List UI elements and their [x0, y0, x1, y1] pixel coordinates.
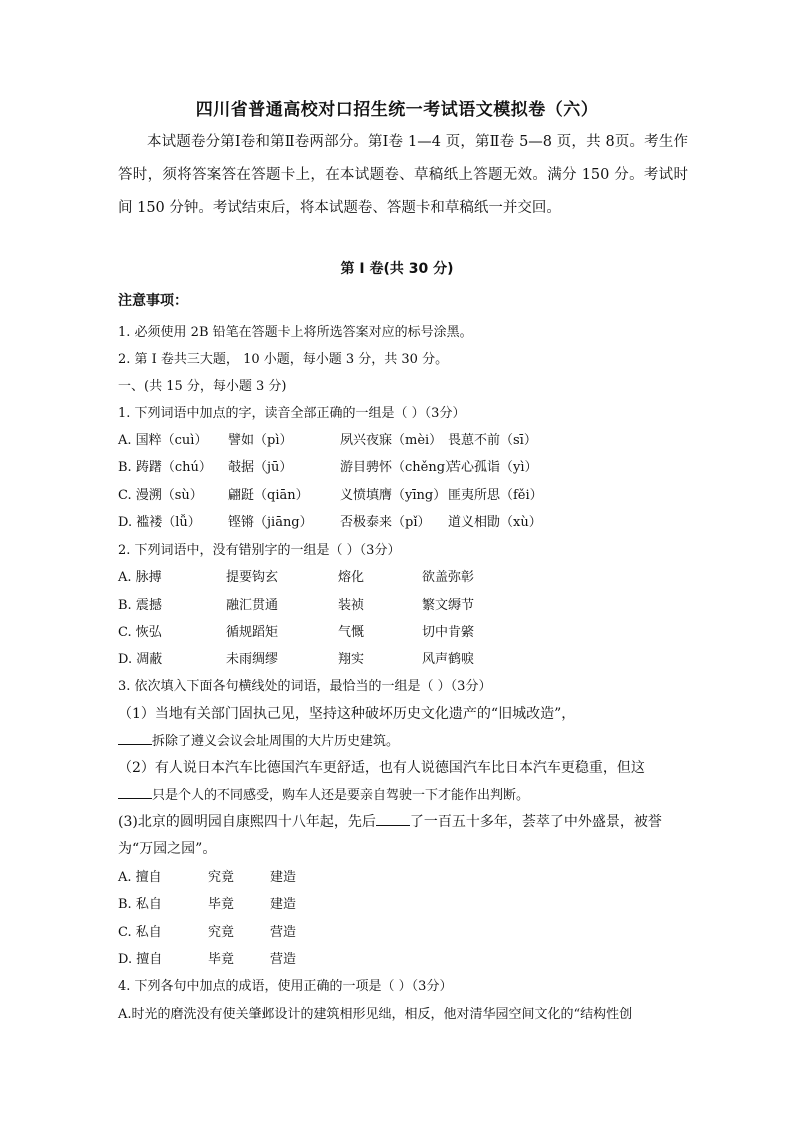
- option-item: 风声鹤唳: [422, 652, 475, 667]
- question-3-sentence-3-cont: 为“万园之园”。: [118, 841, 217, 857]
- fill-blank: [118, 786, 152, 799]
- option-item: D. 褴褛（lǚ）: [118, 515, 201, 530]
- exam-title: 四川省普通高校对口招生统一考试语文模拟卷（六）: [195, 100, 599, 120]
- option-item: 匪夷所思（fěi）: [448, 488, 543, 503]
- intro-paragraph: 本试题卷分第Ⅰ卷和第Ⅱ卷两部分。第Ⅰ卷 1—4 页，第Ⅱ卷 5—8 页，共 8页。考生作答时，须将答案答在答题卡上，在本试题卷、草稿纸上答题无效。满分 150 分。考试时间 150 分钟。考试结束后，将本试题卷、答题卡和草稿纸一并交回。: [118, 134, 688, 216]
- option-item: 攲据（jū）: [228, 460, 293, 475]
- option-item: B. 私自: [118, 897, 162, 912]
- fill-blank: [118, 732, 152, 745]
- option-item: 建造: [270, 870, 297, 885]
- option-item: 提要钩玄: [226, 570, 279, 585]
- option-item: A. 国粹（cuì）: [118, 433, 208, 448]
- part-heading: 一、(共 15 分，每小题 3 分): [118, 379, 287, 394]
- option-item: 欲盖弥彰: [422, 570, 475, 585]
- option-item: 翔实: [338, 652, 365, 667]
- option-item: B. 震撼: [118, 598, 162, 613]
- option-item: 翩跹（qiān）: [228, 488, 309, 503]
- question-1-option-a: [118, 429, 718, 448]
- question-3-option-d: [118, 948, 718, 967]
- question-4-stem: 4. 下列各句中加点的成语，使用正确的一项是（ ）（3分）: [118, 979, 453, 994]
- sentence-text: (3)北京的圆明园自康熙四十八年起，先后: [118, 814, 376, 830]
- option-item: 铿锵（jiāng）: [228, 515, 313, 530]
- option-item: 繁文缛节: [422, 598, 475, 613]
- option-item: 苦心孤诣（yì）: [448, 460, 538, 475]
- option-item: 毕竟: [208, 952, 235, 967]
- option-item: 游目骋怀（chěng）: [340, 460, 459, 475]
- question-3-sentence-1-cont: [118, 730, 698, 749]
- question-3-option-a: [118, 866, 718, 885]
- question-3-option-c: [118, 921, 718, 940]
- option-item: 未雨绸缪: [226, 652, 279, 667]
- option-item: 夙兴夜寐（mèi）: [340, 433, 443, 448]
- option-item: 否极泰来（pǐ）: [340, 515, 431, 530]
- option-item: 究竟: [208, 870, 235, 885]
- section-title: 第 Ⅰ 卷(共 30 分): [340, 261, 454, 277]
- option-item: C. 私自: [118, 925, 162, 940]
- sentence-text: 了一百五十多年，荟萃了中外盛景，被誉: [409, 814, 662, 830]
- question-4-option-a: A.时光的磨洗没有使关肇邺设计的建筑相形见绌，相反，他对清华园空间文化的“结构性创: [118, 1007, 633, 1022]
- option-item: 义愤填膺（yīng）: [340, 488, 447, 503]
- option-item: 譬如（pì）: [228, 433, 293, 448]
- question-1-option-b: [118, 456, 718, 475]
- question-3-option-b: [118, 893, 718, 912]
- option-item: 建造: [270, 897, 297, 912]
- option-item: D. 擅自: [118, 952, 163, 967]
- notes-title: 注意事项：: [118, 293, 188, 309]
- question-2-option-b: [118, 594, 718, 613]
- question-2-stem: 2. 下列词语中，没有错别字的一组是（ ）（3分）: [118, 543, 401, 558]
- question-2-option-c: [118, 621, 718, 640]
- option-item: 营造: [270, 925, 297, 940]
- fill-blank: [376, 813, 410, 826]
- question-1-option-c: [118, 484, 718, 503]
- question-3-sentence-2-cont: [118, 784, 698, 803]
- option-item: C. 恢弘: [118, 625, 162, 640]
- question-3-sentence-3: [118, 811, 698, 831]
- question-2-option-a: [118, 566, 718, 585]
- option-item: 毕竟: [208, 897, 235, 912]
- option-item: A. 擅自: [118, 870, 162, 885]
- option-item: A. 脉搏: [118, 570, 162, 585]
- option-item: 融汇贯通: [226, 598, 279, 613]
- option-item: 究竟: [208, 925, 235, 940]
- option-item: 道义相勖（xù）: [448, 515, 542, 530]
- question-3-sentence-1: （1）当地有关部门固执己见，坚持这种破坏历史文化遗产的“旧城改造”，: [118, 706, 576, 722]
- option-item: 循规蹈矩: [226, 625, 279, 640]
- sentence-text: 拆除了遵义会议会址周围的大片历史建筑。: [152, 734, 400, 749]
- option-item: C. 漫溯（sù）: [118, 488, 203, 503]
- option-item: 畏葸不前（sī）: [448, 433, 537, 448]
- option-item: 装祯: [338, 598, 365, 613]
- option-item: 营造: [270, 952, 297, 967]
- question-2-option-d: [118, 648, 718, 667]
- question-3-stem: 3. 依次填入下面各句横线处的词语，最恰当的一组是（ ）（3分）: [118, 679, 492, 694]
- question-3-sentence-2: （2）有人说日本汽车比德国汽车更舒适，也有人说德国汽车比日本汽车更稳重，但这: [118, 760, 645, 776]
- question-1-option-d: [118, 511, 718, 530]
- option-item: 气慨: [338, 625, 365, 640]
- sentence-text: 只是个人的不同感受，购车人还是要亲自驾驶一下才能作出判断。: [152, 788, 530, 803]
- option-item: 切中肯綮: [422, 625, 475, 640]
- option-item: 熔化: [338, 570, 365, 585]
- notes-item: 1. 必须使用 2B 铅笔在答题卡上将所选答案对应的标号涂黑。: [118, 325, 473, 340]
- option-item: D. 凋蔽: [118, 652, 163, 667]
- notes-item: 2. 第 Ⅰ 卷共三大题， 10 小题，每小题 3 分，共 30 分。: [118, 352, 449, 367]
- question-1-stem: 1. 下列词语中加点的字，读音全部正确的一组是（ ）（3分）: [118, 406, 466, 421]
- option-item: B. 踌躇（chú）: [118, 460, 212, 475]
